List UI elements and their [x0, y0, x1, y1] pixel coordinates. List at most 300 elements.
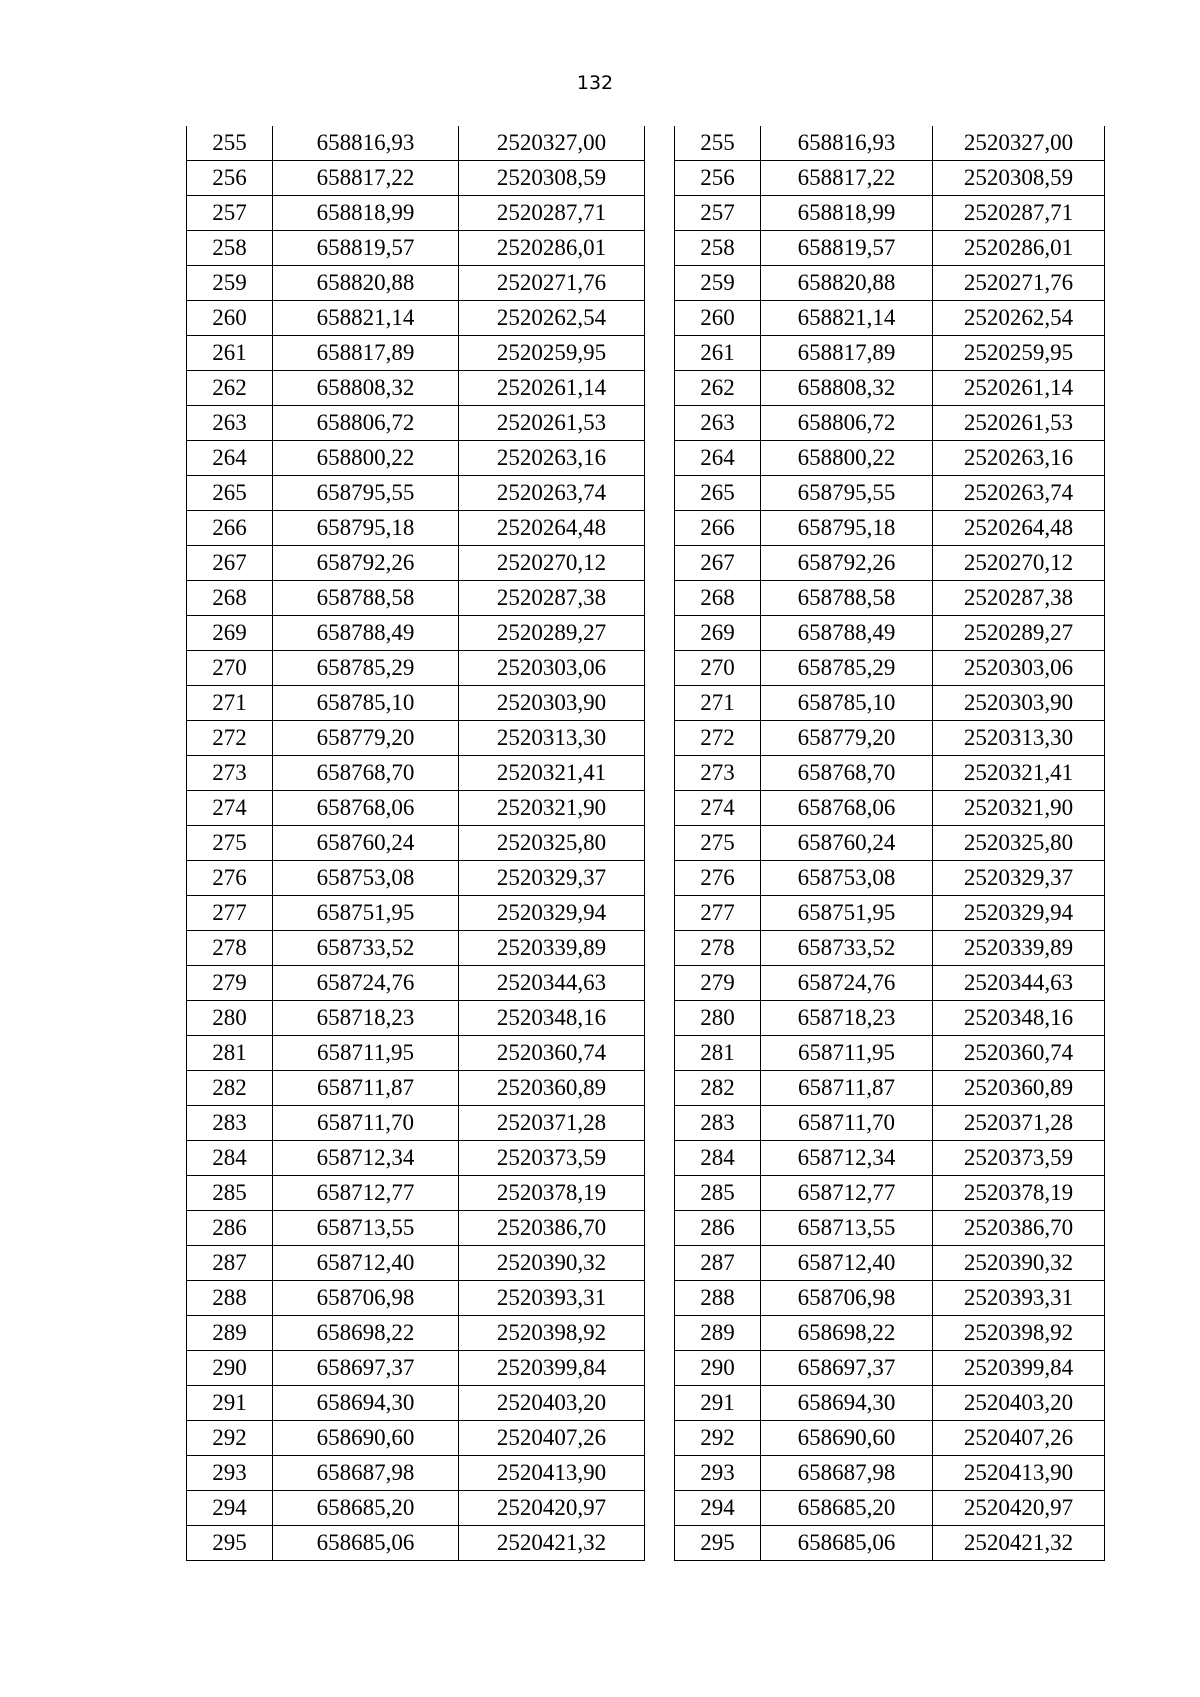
- x-coordinate-cell: 658817,89: [273, 336, 459, 371]
- x-coordinate-cell: 658711,87: [273, 1071, 459, 1106]
- y-coordinate-cell: 2520360,89: [933, 1071, 1105, 1106]
- x-coordinate-cell: 658712,77: [761, 1176, 933, 1211]
- y-coordinate-cell: 2520339,89: [933, 931, 1105, 966]
- y-coordinate-cell: 2520420,97: [933, 1491, 1105, 1526]
- y-coordinate-cell: 2520407,26: [933, 1421, 1105, 1456]
- y-coordinate-cell: 2520399,84: [933, 1351, 1105, 1386]
- y-coordinate-cell: 2520344,63: [933, 966, 1105, 1001]
- table-row: [675, 1001, 1105, 1036]
- x-coordinate-cell: 658788,49: [761, 616, 933, 651]
- coordinates-table-right: [674, 126, 1105, 1561]
- x-coordinate-cell: 658819,57: [273, 231, 459, 266]
- point-number-cell: 275: [675, 826, 761, 861]
- point-number-cell: 293: [187, 1456, 273, 1491]
- table-row: [675, 1071, 1105, 1106]
- y-coordinate-cell: 2520264,48: [459, 511, 645, 546]
- x-coordinate-cell: 658712,40: [273, 1246, 459, 1281]
- point-number-cell: 284: [187, 1141, 273, 1176]
- point-number-cell: 274: [675, 791, 761, 826]
- table-row: [187, 371, 645, 406]
- point-number-cell: 275: [187, 826, 273, 861]
- x-coordinate-cell: 658687,98: [761, 1456, 933, 1491]
- table-row: [187, 1141, 645, 1176]
- table-row: [675, 1176, 1105, 1211]
- x-coordinate-cell: 658768,06: [273, 791, 459, 826]
- y-coordinate-cell: 2520327,00: [459, 126, 645, 161]
- point-number-cell: 257: [675, 196, 761, 231]
- table-row: [675, 511, 1105, 546]
- y-coordinate-cell: 2520413,90: [459, 1456, 645, 1491]
- point-number-cell: 261: [675, 336, 761, 371]
- table-row: [675, 1211, 1105, 1246]
- x-coordinate-cell: 658698,22: [761, 1316, 933, 1351]
- y-coordinate-cell: 2520263,16: [933, 441, 1105, 476]
- x-coordinate-cell: 658706,98: [273, 1281, 459, 1316]
- y-coordinate-cell: 2520287,71: [459, 196, 645, 231]
- point-number-cell: 272: [187, 721, 273, 756]
- table-row: [675, 931, 1105, 966]
- point-number-cell: 265: [675, 476, 761, 511]
- table-row: [187, 1351, 645, 1386]
- x-coordinate-cell: 658768,06: [761, 791, 933, 826]
- table-row: [675, 1386, 1105, 1421]
- x-coordinate-cell: 658712,34: [761, 1141, 933, 1176]
- table-row: [187, 826, 645, 861]
- point-number-cell: 263: [187, 406, 273, 441]
- y-coordinate-cell: 2520313,30: [459, 721, 645, 756]
- x-coordinate-cell: 658711,95: [761, 1036, 933, 1071]
- point-number-cell: 271: [187, 686, 273, 721]
- point-number-cell: 288: [675, 1281, 761, 1316]
- table-row: [187, 1526, 645, 1561]
- x-coordinate-cell: 658795,55: [761, 476, 933, 511]
- point-number-cell: 281: [187, 1036, 273, 1071]
- y-coordinate-cell: 2520421,32: [459, 1526, 645, 1561]
- point-number-cell: 259: [187, 266, 273, 301]
- point-number-cell: 264: [187, 441, 273, 476]
- point-number-cell: 294: [187, 1491, 273, 1526]
- table-row: [187, 1246, 645, 1281]
- point-number-cell: 295: [675, 1526, 761, 1561]
- x-coordinate-cell: 658821,14: [273, 301, 459, 336]
- x-coordinate-cell: 658694,30: [761, 1386, 933, 1421]
- point-number-cell: 286: [675, 1211, 761, 1246]
- point-number-cell: 291: [187, 1386, 273, 1421]
- x-coordinate-cell: 658795,55: [273, 476, 459, 511]
- x-coordinate-cell: 658753,08: [761, 861, 933, 896]
- x-coordinate-cell: 658779,20: [761, 721, 933, 756]
- y-coordinate-cell: 2520321,41: [933, 756, 1105, 791]
- y-coordinate-cell: 2520263,16: [459, 441, 645, 476]
- table-row: [675, 966, 1105, 1001]
- table-row: [187, 266, 645, 301]
- table-row: [675, 1526, 1105, 1561]
- x-coordinate-cell: 658808,32: [273, 371, 459, 406]
- point-number-cell: 268: [675, 581, 761, 616]
- x-coordinate-cell: 658690,60: [761, 1421, 933, 1456]
- x-coordinate-cell: 658795,18: [273, 511, 459, 546]
- point-number-cell: 256: [675, 161, 761, 196]
- y-coordinate-cell: 2520313,30: [933, 721, 1105, 756]
- y-coordinate-cell: 2520261,53: [459, 406, 645, 441]
- x-coordinate-cell: 658792,26: [761, 546, 933, 581]
- y-coordinate-cell: 2520420,97: [459, 1491, 645, 1526]
- table-row: [187, 1421, 645, 1456]
- y-coordinate-cell: 2520348,16: [459, 1001, 645, 1036]
- x-coordinate-cell: 658713,55: [761, 1211, 933, 1246]
- table-row: [187, 1106, 645, 1141]
- x-coordinate-cell: 658711,70: [761, 1106, 933, 1141]
- y-coordinate-cell: 2520378,19: [933, 1176, 1105, 1211]
- table-row: [675, 476, 1105, 511]
- x-coordinate-cell: 658819,57: [761, 231, 933, 266]
- x-coordinate-cell: 658685,20: [273, 1491, 459, 1526]
- x-coordinate-cell: 658733,52: [273, 931, 459, 966]
- x-coordinate-cell: 658795,18: [761, 511, 933, 546]
- x-coordinate-cell: 658711,87: [761, 1071, 933, 1106]
- y-coordinate-cell: 2520360,89: [459, 1071, 645, 1106]
- y-coordinate-cell: 2520271,76: [459, 266, 645, 301]
- point-number-cell: 287: [187, 1246, 273, 1281]
- y-coordinate-cell: 2520373,59: [459, 1141, 645, 1176]
- y-coordinate-cell: 2520398,92: [459, 1316, 645, 1351]
- table-row: [675, 371, 1105, 406]
- x-coordinate-cell: 658706,98: [761, 1281, 933, 1316]
- table-row: [187, 336, 645, 371]
- x-coordinate-cell: 658733,52: [761, 931, 933, 966]
- table-row: [187, 896, 645, 931]
- table-row: [187, 1001, 645, 1036]
- y-coordinate-cell: 2520287,38: [459, 581, 645, 616]
- point-number-cell: 278: [187, 931, 273, 966]
- table-row: [187, 791, 645, 826]
- y-coordinate-cell: 2520261,14: [459, 371, 645, 406]
- y-coordinate-cell: 2520321,90: [459, 791, 645, 826]
- x-coordinate-cell: 658800,22: [273, 441, 459, 476]
- y-coordinate-cell: 2520373,59: [933, 1141, 1105, 1176]
- y-coordinate-cell: 2520263,74: [459, 476, 645, 511]
- table-row: [187, 1316, 645, 1351]
- x-coordinate-cell: 658712,77: [273, 1176, 459, 1211]
- y-coordinate-cell: 2520371,28: [933, 1106, 1105, 1141]
- y-coordinate-cell: 2520262,54: [459, 301, 645, 336]
- point-number-cell: 270: [675, 651, 761, 686]
- table-row: [675, 616, 1105, 651]
- table-row: [187, 1036, 645, 1071]
- y-coordinate-cell: 2520270,12: [933, 546, 1105, 581]
- table-row: [187, 476, 645, 511]
- table-row: [675, 301, 1105, 336]
- y-coordinate-cell: 2520270,12: [459, 546, 645, 581]
- y-coordinate-cell: 2520390,32: [933, 1246, 1105, 1281]
- y-coordinate-cell: 2520386,70: [459, 1211, 645, 1246]
- table-row: [675, 581, 1105, 616]
- point-number-cell: 283: [187, 1106, 273, 1141]
- x-coordinate-cell: 658760,24: [761, 826, 933, 861]
- point-number-cell: 293: [675, 1456, 761, 1491]
- point-number-cell: 257: [187, 196, 273, 231]
- table-row: [187, 966, 645, 1001]
- x-coordinate-cell: 658768,70: [761, 756, 933, 791]
- table-row: [187, 861, 645, 896]
- y-coordinate-cell: 2520339,89: [459, 931, 645, 966]
- point-number-cell: 285: [187, 1176, 273, 1211]
- x-coordinate-cell: 658685,20: [761, 1491, 933, 1526]
- table-row: [675, 266, 1105, 301]
- point-number-cell: 284: [675, 1141, 761, 1176]
- point-number-cell: 280: [187, 1001, 273, 1036]
- point-number-cell: 263: [675, 406, 761, 441]
- table-row: [675, 896, 1105, 931]
- point-number-cell: 279: [675, 966, 761, 1001]
- table-row: [187, 441, 645, 476]
- x-coordinate-cell: 658818,99: [761, 196, 933, 231]
- point-number-cell: 290: [675, 1351, 761, 1386]
- x-coordinate-cell: 658687,98: [273, 1456, 459, 1491]
- x-coordinate-cell: 658751,95: [273, 896, 459, 931]
- x-coordinate-cell: 658711,95: [273, 1036, 459, 1071]
- x-coordinate-cell: 658788,58: [761, 581, 933, 616]
- x-coordinate-cell: 658694,30: [273, 1386, 459, 1421]
- y-coordinate-cell: 2520393,31: [459, 1281, 645, 1316]
- point-number-cell: 295: [187, 1526, 273, 1561]
- y-coordinate-cell: 2520378,19: [459, 1176, 645, 1211]
- point-number-cell: 276: [675, 861, 761, 896]
- x-coordinate-cell: 658818,99: [273, 196, 459, 231]
- y-coordinate-cell: 2520287,71: [933, 196, 1105, 231]
- point-number-cell: 277: [675, 896, 761, 931]
- table-row: [675, 1316, 1105, 1351]
- point-number-cell: 260: [187, 301, 273, 336]
- x-coordinate-cell: 658712,34: [273, 1141, 459, 1176]
- y-coordinate-cell: 2520393,31: [933, 1281, 1105, 1316]
- table-row: [187, 1211, 645, 1246]
- y-coordinate-cell: 2520286,01: [933, 231, 1105, 266]
- y-coordinate-cell: 2520421,32: [933, 1526, 1105, 1561]
- table-row: [675, 546, 1105, 581]
- table-row: [187, 1386, 645, 1421]
- table-row: [675, 161, 1105, 196]
- point-number-cell: 266: [675, 511, 761, 546]
- table-row: [187, 756, 645, 791]
- table-row: [187, 1281, 645, 1316]
- point-number-cell: 287: [675, 1246, 761, 1281]
- x-coordinate-cell: 658808,32: [761, 371, 933, 406]
- y-coordinate-cell: 2520263,74: [933, 476, 1105, 511]
- table-row: [675, 336, 1105, 371]
- x-coordinate-cell: 658724,76: [273, 966, 459, 1001]
- x-coordinate-cell: 658820,88: [273, 266, 459, 301]
- x-coordinate-cell: 658724,76: [761, 966, 933, 1001]
- table-row: [675, 651, 1105, 686]
- table-row: [187, 196, 645, 231]
- x-coordinate-cell: 658788,49: [273, 616, 459, 651]
- x-coordinate-cell: 658785,10: [273, 686, 459, 721]
- point-number-cell: 282: [187, 1071, 273, 1106]
- y-coordinate-cell: 2520259,95: [933, 336, 1105, 371]
- table-row: [187, 1071, 645, 1106]
- table-row: [675, 406, 1105, 441]
- point-number-cell: 274: [187, 791, 273, 826]
- point-number-cell: 294: [675, 1491, 761, 1526]
- y-coordinate-cell: 2520329,37: [933, 861, 1105, 896]
- y-coordinate-cell: 2520360,74: [933, 1036, 1105, 1071]
- x-coordinate-cell: 658817,22: [761, 161, 933, 196]
- x-coordinate-cell: 658779,20: [273, 721, 459, 756]
- point-number-cell: 267: [187, 546, 273, 581]
- y-coordinate-cell: 2520407,26: [459, 1421, 645, 1456]
- table-row: [675, 196, 1105, 231]
- point-number-cell: 279: [187, 966, 273, 1001]
- point-number-cell: 258: [675, 231, 761, 266]
- point-number-cell: 268: [187, 581, 273, 616]
- x-coordinate-cell: 658760,24: [273, 826, 459, 861]
- table-row: [187, 616, 645, 651]
- y-coordinate-cell: 2520360,74: [459, 1036, 645, 1071]
- y-coordinate-cell: 2520325,80: [933, 826, 1105, 861]
- point-number-cell: 259: [675, 266, 761, 301]
- point-number-cell: 262: [187, 371, 273, 406]
- table-row: [187, 406, 645, 441]
- point-number-cell: 255: [675, 126, 761, 161]
- y-coordinate-cell: 2520321,41: [459, 756, 645, 791]
- table-row: [675, 686, 1105, 721]
- x-coordinate-cell: 658697,37: [761, 1351, 933, 1386]
- x-coordinate-cell: 658816,93: [273, 126, 459, 161]
- x-coordinate-cell: 658753,08: [273, 861, 459, 896]
- table-row: [675, 1421, 1105, 1456]
- x-coordinate-cell: 658820,88: [761, 266, 933, 301]
- point-number-cell: 266: [187, 511, 273, 546]
- y-coordinate-cell: 2520325,80: [459, 826, 645, 861]
- table-row: [675, 791, 1105, 826]
- y-coordinate-cell: 2520398,92: [933, 1316, 1105, 1351]
- x-coordinate-cell: 658711,70: [273, 1106, 459, 1141]
- table-row: [675, 231, 1105, 266]
- x-coordinate-cell: 658800,22: [761, 441, 933, 476]
- x-coordinate-cell: 658806,72: [761, 406, 933, 441]
- x-coordinate-cell: 658806,72: [273, 406, 459, 441]
- table-row: [187, 126, 645, 161]
- y-coordinate-cell: 2520289,27: [459, 616, 645, 651]
- point-number-cell: 285: [675, 1176, 761, 1211]
- x-coordinate-cell: 658697,37: [273, 1351, 459, 1386]
- point-number-cell: 265: [187, 476, 273, 511]
- table-row: [187, 546, 645, 581]
- y-coordinate-cell: 2520329,37: [459, 861, 645, 896]
- y-coordinate-cell: 2520403,20: [459, 1386, 645, 1421]
- table-row: [187, 1456, 645, 1491]
- x-coordinate-cell: 658751,95: [761, 896, 933, 931]
- point-number-cell: 278: [675, 931, 761, 966]
- y-coordinate-cell: 2520303,90: [933, 686, 1105, 721]
- point-number-cell: 289: [187, 1316, 273, 1351]
- y-coordinate-cell: 2520344,63: [459, 966, 645, 1001]
- y-coordinate-cell: 2520321,90: [933, 791, 1105, 826]
- y-coordinate-cell: 2520264,48: [933, 511, 1105, 546]
- table-row: [675, 861, 1105, 896]
- table-row: [675, 721, 1105, 756]
- point-number-cell: 267: [675, 546, 761, 581]
- point-number-cell: 262: [675, 371, 761, 406]
- point-number-cell: 291: [675, 1386, 761, 1421]
- point-number-cell: 276: [187, 861, 273, 896]
- x-coordinate-cell: 658698,22: [273, 1316, 459, 1351]
- table-row: [187, 231, 645, 266]
- table-row: [675, 126, 1105, 161]
- point-number-cell: 292: [675, 1421, 761, 1456]
- table-row: [675, 1106, 1105, 1141]
- x-coordinate-cell: 658690,60: [273, 1421, 459, 1456]
- point-number-cell: 261: [187, 336, 273, 371]
- y-coordinate-cell: 2520259,95: [459, 336, 645, 371]
- coordinates-table-left: [186, 126, 645, 1561]
- point-number-cell: 280: [675, 1001, 761, 1036]
- table-row: [187, 686, 645, 721]
- x-coordinate-cell: 658713,55: [273, 1211, 459, 1246]
- y-coordinate-cell: 2520390,32: [459, 1246, 645, 1281]
- x-coordinate-cell: 658685,06: [761, 1526, 933, 1561]
- x-coordinate-cell: 658792,26: [273, 546, 459, 581]
- point-number-cell: 288: [187, 1281, 273, 1316]
- table-row: [187, 651, 645, 686]
- table-row: [675, 756, 1105, 791]
- y-coordinate-cell: 2520303,06: [933, 651, 1105, 686]
- point-number-cell: 273: [675, 756, 761, 791]
- table-row: [187, 581, 645, 616]
- point-number-cell: 290: [187, 1351, 273, 1386]
- y-coordinate-cell: 2520271,76: [933, 266, 1105, 301]
- point-number-cell: 260: [675, 301, 761, 336]
- y-coordinate-cell: 2520303,90: [459, 686, 645, 721]
- y-coordinate-cell: 2520348,16: [933, 1001, 1105, 1036]
- x-coordinate-cell: 658785,29: [761, 651, 933, 686]
- point-number-cell: 292: [187, 1421, 273, 1456]
- y-coordinate-cell: 2520386,70: [933, 1211, 1105, 1246]
- x-coordinate-cell: 658817,89: [761, 336, 933, 371]
- y-coordinate-cell: 2520329,94: [459, 896, 645, 931]
- point-number-cell: 270: [187, 651, 273, 686]
- table-row: [187, 1176, 645, 1211]
- table-row: [675, 1141, 1105, 1176]
- table-row: [675, 1036, 1105, 1071]
- table-row: [675, 1281, 1105, 1316]
- table-row: [187, 161, 645, 196]
- y-coordinate-cell: 2520327,00: [933, 126, 1105, 161]
- x-coordinate-cell: 658712,40: [761, 1246, 933, 1281]
- x-coordinate-cell: 658768,70: [273, 756, 459, 791]
- point-number-cell: 269: [187, 616, 273, 651]
- table-row: [187, 931, 645, 966]
- y-coordinate-cell: 2520399,84: [459, 1351, 645, 1386]
- table-row: [187, 721, 645, 756]
- y-coordinate-cell: 2520303,06: [459, 651, 645, 686]
- x-coordinate-cell: 658785,10: [761, 686, 933, 721]
- point-number-cell: 289: [675, 1316, 761, 1351]
- point-number-cell: 281: [675, 1036, 761, 1071]
- x-coordinate-cell: 658718,23: [761, 1001, 933, 1036]
- x-coordinate-cell: 658718,23: [273, 1001, 459, 1036]
- y-coordinate-cell: 2520289,27: [933, 616, 1105, 651]
- x-coordinate-cell: 658788,58: [273, 581, 459, 616]
- y-coordinate-cell: 2520371,28: [459, 1106, 645, 1141]
- y-coordinate-cell: 2520262,54: [933, 301, 1105, 336]
- x-coordinate-cell: 658816,93: [761, 126, 933, 161]
- point-number-cell: 283: [675, 1106, 761, 1141]
- table-row: [187, 511, 645, 546]
- point-number-cell: 264: [675, 441, 761, 476]
- point-number-cell: 273: [187, 756, 273, 791]
